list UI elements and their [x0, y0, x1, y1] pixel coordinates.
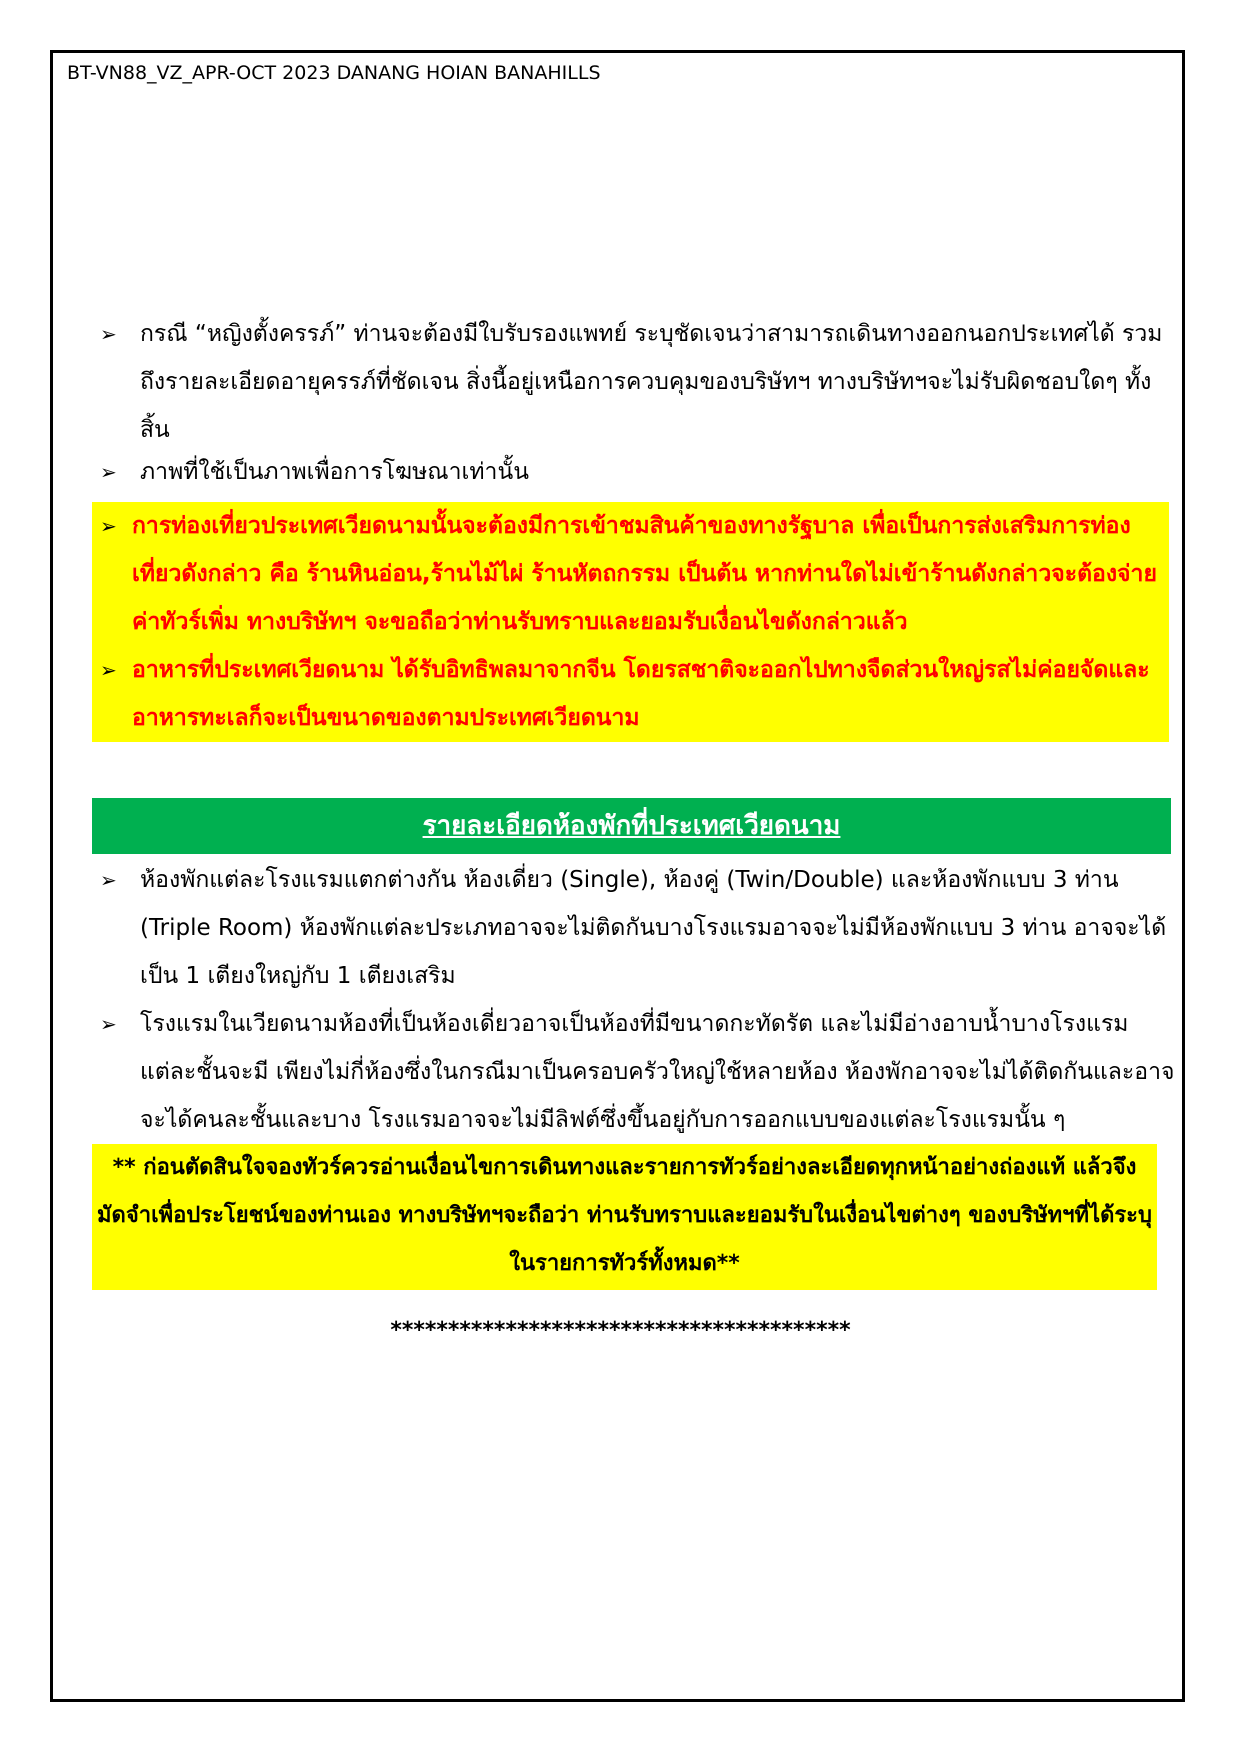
highlight-box: [92, 502, 1169, 742]
room-detail-text: โรงแรมในเวียดนามห้องที่เป็นห้องเดี่ยวอาจเป็นห้องที่มีขนาดกะทัดรัต และไม่มีอ่างอาบน้ำบางโรงแรมแต่ละชั้นจะมี เพียงไม่กี่ห้องซึ่งในกรณีมาเป็นครอบครัวใหญ่ใช้หลายห้อง ห้องพักอาจจะไม่ได้ติดกันและอาจจะได้คนละชั้นและบาง โรงแรมอาจจะไม่มีลิฟต์ซึ่งขึ้นอยู่กับการออกแบบของแต่ละโรงแรมนั้น ๆ: [140, 1011, 1175, 1133]
highlight-note: [92, 646, 1169, 742]
highlight-note: [92, 502, 1169, 646]
bullet-arrow-icon: ➢: [100, 1012, 117, 1036]
final-notice-box: [92, 1144, 1157, 1290]
section-header-bar: [92, 798, 1171, 854]
bullet-arrow-icon: ➢: [100, 460, 117, 484]
condition-item: [100, 310, 1180, 454]
bullet-arrow-icon: ➢: [100, 658, 117, 682]
bullet-arrow-icon: ➢: [100, 868, 117, 892]
room-detail-item: [100, 1000, 1180, 1144]
condition-item: [100, 448, 1180, 496]
bullet-arrow-icon: ➢: [100, 322, 117, 346]
condition-text: กรณี “หญิงตั้งครรภ์” ท่านจะต้องมีใบรับรองแพทย์ ระบุชัดเจนว่าสามารถเดินทางออกนอกประเทศได้ รวมถึงรายละเอียดอายุครรภ์ที่ชัดเจน สิ่งนี้อยู่เหนือการควบคุมของบริษัทฯ ทางบริษัทฯจะไม่รับผิดชอบใดๆ ทั้งสิ้น: [140, 321, 1163, 443]
tour-code-header: BT-VN88_VZ_APR-OCT 2023 DANANG HOIAN BANAHILLS: [67, 62, 601, 84]
room-detail-item: [100, 856, 1180, 1000]
separator-line: ****************************************: [390, 1318, 851, 1343]
room-detail-text: ห้องพักแต่ละโรงแรมแตกต่างกัน ห้องเดี่ยว (Single), ห้องคู่ (Twin/Double) และห้องพักแบบ 3 ท่าน (Triple Room) ห้องพักแต่ละประเภทอาจจะไม่ติดกันบางโรงแรมอาจจะไม่มีห้องพักแบบ 3 ท่าน อาจจะได้เป็น 1 เตียงใหญ่กับ 1 เตียงเสริม: [140, 867, 1167, 989]
highlight-note-text: การท่องเที่ยวประเทศเวียดนามนั้นจะต้องมีการเข้าชมสินค้าของทางรัฐบาล เพื่อเป็นการส่งเสริมการท่องเที่ยวดังกล่าว คือ ร้านหินอ่อน,ร้านไม้ไผ่ ร้านหัตถกรรม เป็นต้น หากท่านใดไม่เข้าร้านดังกล่าวจะต้องจ่ายค่าทัวร์เพิ่ม ทางบริษัทฯ จะขอถือว่าท่านรับทราบและยอมรับเงื่อนไขดังกล่าวแล้ว: [132, 513, 1157, 635]
section-title: รายละเอียดห้องพักที่ประเทศเวียดนาม: [422, 811, 841, 841]
highlight-note-text: อาหารที่ประเทศเวียดนาม ได้รับอิทธิพลมาจากจีน โดยรสชาติจะออกไปทางจืดส่วนใหญ่รสไม่ค่อยจัดและอาหารทะเลก็จะเป็นขนาดของตามประเทศเวียดนาม: [132, 657, 1150, 731]
condition-text: ภาพที่ใช้เป็นภาพเพื่อการโฆษณาเท่านั้น: [140, 459, 529, 485]
bullet-arrow-icon: ➢: [100, 514, 117, 538]
final-notice-text: ** ก่อนตัดสินใจจองทัวร์ควรอ่านเงื่อนไขการเดินทางและรายการทัวร์อย่างละเอียดทุกหน้าอย่างถ่องแท้ แล้วจึงมัดจำเพื่อประโยชน์ของท่านเอง ทางบริษัทฯจะถือว่า ท่านรับทราบและยอมรับในเงื่อนไขต่างๆ ของบริษัทฯที่ได้ระบุในรายการทัวร์ทั้งหมด**: [97, 1155, 1152, 1276]
